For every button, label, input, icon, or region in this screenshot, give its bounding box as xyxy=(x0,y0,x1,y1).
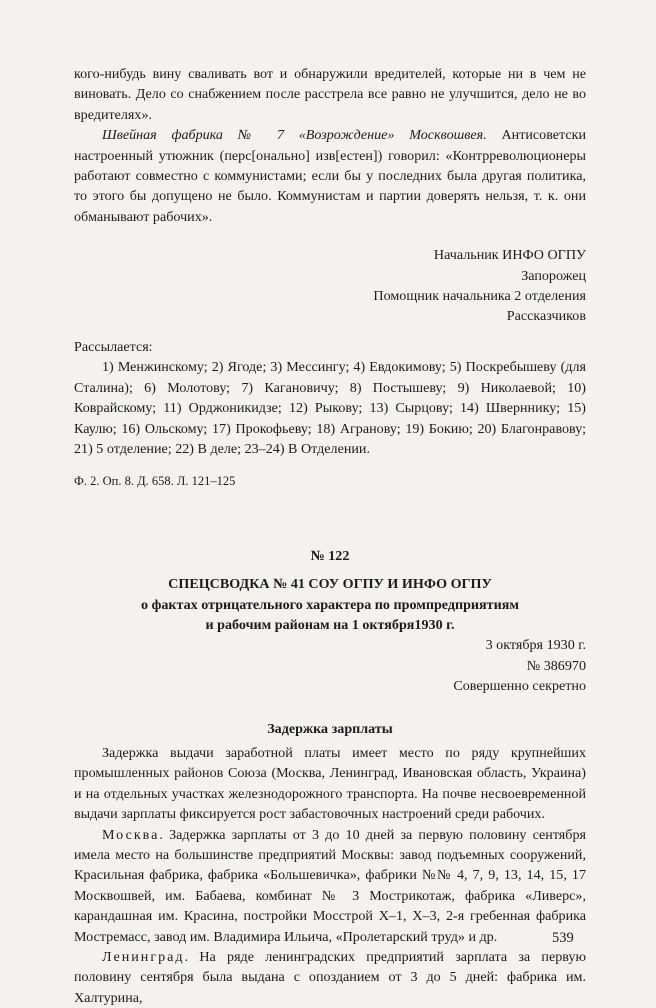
moscow-text: . Задержка зарплаты от 3 до 10 дней за первую половину сентября имела место на большинстве предприятий Москвы: завод подъемных сооружений, Красильная фабрика, фабрика «Большевичка», фабрики №№ 4, 7, 9, 13, 14, 15, 17 Москвошвей, им. Бабаева, комбинат № 3 Мострикотаж, фабрика «Ливерс», карандашная им. Красина, постройки Мосстрой Х–1, Х–3, 2-я гребенная фабрика Мостремасс, завод им. Владимира Ильича, «Пролетарский труд» и др. xyxy=(74,826,586,945)
doc-date: 3 октября 1930 г. xyxy=(485,637,586,654)
doc-subtitle-2: и рабочим районам на 1 октября1930 г. xyxy=(205,616,455,633)
factory-name: Швейная фабрика № 7 «Возрождение» Москвошвея. xyxy=(102,127,487,144)
doc-title: СПЕЦСВОДКА № 41 СОУ ОГПУ И ИНФО ОГПУ xyxy=(168,576,492,593)
distribution-list: 1) Менжинскому; 2) Ягоде; 3) Мессингу; 4) Евдокимову; 5) Поскребышеву (для Сталина); 6) Молотову; 7) Кагановичу; 8) Постышеву; 9) Николаевой; 10) Коврайскому; 11) Орджоникидзе; 12) Рыкову; 13) Сырцову; 14) Шверннику; 15) Каулю; 16) Ольскому; 17) Прокофьеву; 18) Агранову; 19) Бокию; 20) Благонравову; 21) 5 отделение; 22) В деле; 23–24) В Отделении. xyxy=(74,359,586,457)
doc-secrecy: Совершенно секретно xyxy=(453,678,586,695)
top-paragraph: кого-нибудь вину сваливать вот и обнаружили вредителей, которые ни в чем не виновать. Дело со снабжением после расстрела все равно не улучшится, дело не во вредителях». xyxy=(74,66,586,123)
archive-reference: Ф. 2. Оп. 8. Д. 658. Л. 121–125 xyxy=(74,474,236,489)
page-number: 539 xyxy=(552,930,574,946)
distribution-label: Рассылается: xyxy=(74,338,153,355)
signature-2-name: Рассказчиков xyxy=(506,308,586,325)
leningrad-paragraph xyxy=(74,947,586,1008)
leningrad-text: . На ряде ленинградских предприятий зарплата за первую половину сентября была выдана с опозданием от 3 до 5 дней: фабрика им. Халтурина, xyxy=(74,949,586,1006)
signature-1-name: Запорожец xyxy=(521,267,586,284)
signature-2-title: Помощник начальника 2 отделения xyxy=(373,288,586,305)
doc-reg-number: № 386970 xyxy=(526,657,586,674)
section-intro: Задержка выдачи заработной платы имеет место по ряду крупнейших промышленных районов Союза (Москва, Ленинград, Ивановская область, Украина) и на отдельных участках железнодорожного транспорта. На почве несвоевременной выдачи зарплаты фиксируется рост забастовочных настроений среди рабочих. xyxy=(74,744,586,823)
doc-subtitle-1: о фактах отрицательного характера по промпредприятиям xyxy=(141,596,519,613)
moscow-paragraph xyxy=(74,825,586,947)
section-heading: Задержка зарплаты xyxy=(267,720,393,737)
factory-paragraph xyxy=(74,125,586,227)
factory-text: Антисоветски настроенный утюжник (перс[онально] изв[естен]) говорил: «Контрреволюционеры работают совместно с коммунистами; если бы у последних была другая политика, то этого бы допущено не было. Коммунистам и партии доверять нельзя, т. к. они обманывают рабочих». xyxy=(74,127,586,225)
moscow-label: Москва xyxy=(102,826,160,843)
document-page xyxy=(74,64,586,1008)
leningrad-label: Ленинград xyxy=(102,949,185,966)
doc-number: № 122 xyxy=(310,547,350,564)
signature-1-title: Начальник ИНФО ОГПУ xyxy=(433,247,586,264)
